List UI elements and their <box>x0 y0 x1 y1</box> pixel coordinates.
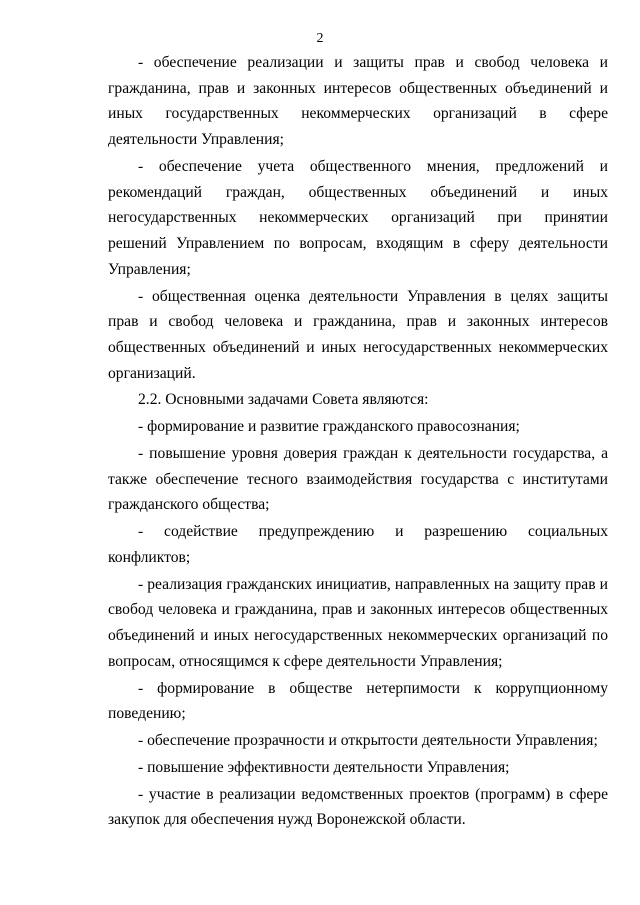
page-number: 2 <box>316 31 324 46</box>
paragraph-public-assessment: - общественная оценка деятельности Управления в целях защиты прав и свобод человека и гражданина, прав и законных интересов общественных объединений и иных негосударственных некоммерческих организаций. <box>108 287 608 382</box>
document-body <box>108 50 608 834</box>
paragraph-public-trust: - повышение уровня доверия граждан к деятельности государства, а также обеспечение тесного взаимодействия государства с институтами гражданского общества; <box>108 445 608 514</box>
paragraph-conflict-prevention: - содействие предупреждению и разрешению социальных конфликтов; <box>108 523 608 566</box>
paragraph-civic-initiatives: - реализация гражданских инициатив, направленных на защиту прав и свобод человека и гражданина, прав и законных интересов общественных объединений и иных негосударственных некоммерческих организаций по вопросам, относящимся к сфере деятельности Управления; <box>108 575 608 670</box>
paragraph-efficiency: - повышение эффективности деятельности Управления; <box>138 758 510 776</box>
paragraph-procurement-projects: - участие в реализации ведомственных проектов (программ) в сфере закупок для обеспечения нужд Воронежской области. <box>108 785 608 829</box>
paragraph-anti-corruption: - формирование в обществе нетерпимости к коррупционному поведению; <box>108 679 608 723</box>
section-heading-tasks: 2.2. Основными задачами Совета являются: <box>138 391 429 409</box>
paragraph-public-opinion: - обеспечение учета общественного мнения, предложений и рекомендаций граждан, общественных объединений и иных негосударственных некоммерческих организаций при принятии решений Управлением по вопросам, входящим в сферу деятельности Управления; <box>108 157 608 278</box>
paragraph-legal-awareness: - формирование и развитие гражданского правосознания; <box>138 418 520 436</box>
paragraph-transparency: - обеспечение прозрачности и открытости деятельности Управления; <box>138 732 598 750</box>
paragraph-rights-protection: - обеспечение реализации и защиты прав и свобод человека и гражданина, прав и законных интересов общественных объединений и иных государственных некоммерческих организаций в сфере деятельности Управления; <box>108 54 608 149</box>
